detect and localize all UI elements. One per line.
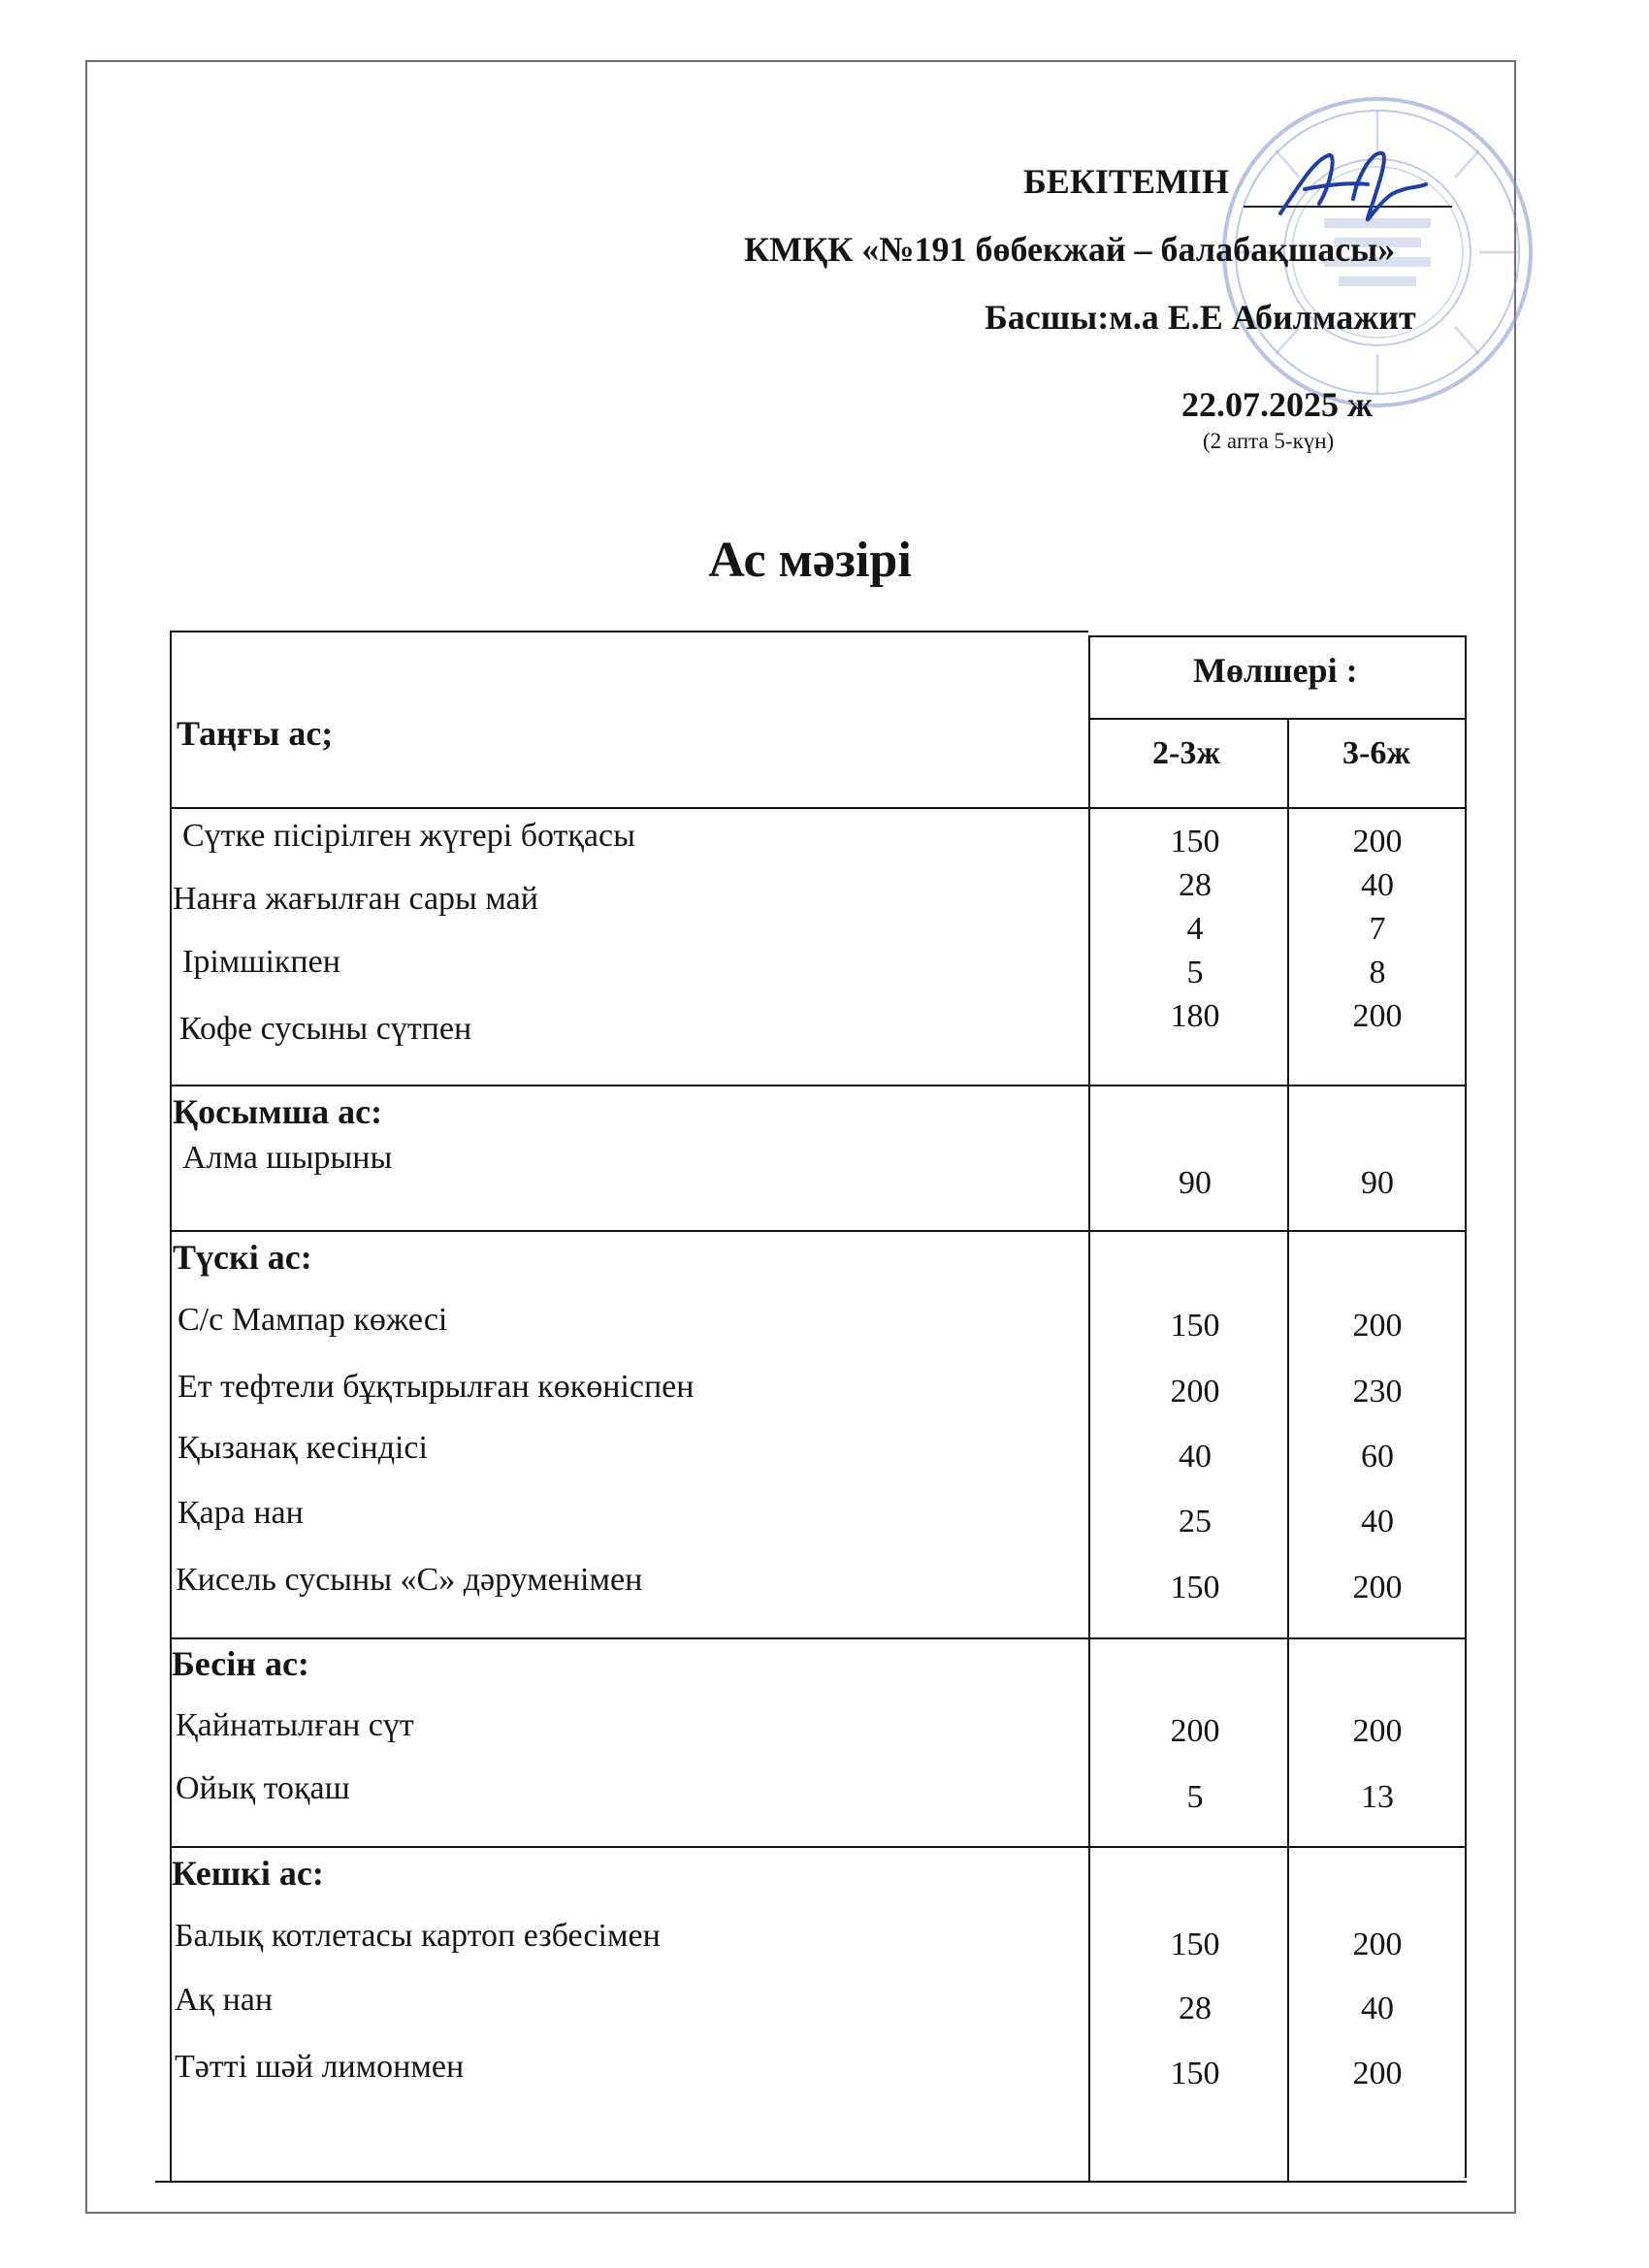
amount-value: 5 <box>1186 1779 1204 1815</box>
approval-title: БЕКІТЕМІН <box>1023 162 1229 201</box>
table-top-right <box>1088 635 1467 637</box>
page-title: Ас мәзірі <box>708 533 912 588</box>
amount-value: 200 <box>1170 1374 1220 1409</box>
list-item: Сүтке пісірілген жүгері ботқасы <box>182 818 635 854</box>
amount-header: Мөлшері : <box>1193 651 1358 690</box>
row-divider <box>170 1085 1467 1086</box>
amount-value: 150 <box>1170 1570 1220 1605</box>
list-item: С/с Мампар көжесі <box>178 1302 448 1338</box>
table-divider-1 <box>1088 635 1090 2183</box>
amount-value: 28 <box>1179 1991 1212 2026</box>
row-divider <box>170 1846 1467 1848</box>
week-day: (2 апта 5-күн) <box>1203 429 1335 453</box>
amount-value: 230 <box>1352 1374 1403 1409</box>
lunch-header: Түскі ас: <box>173 1238 312 1277</box>
table-left-border <box>170 631 172 2183</box>
amount-value: 200 <box>1352 2056 1403 2091</box>
amount-value: 40 <box>1361 1991 1394 2026</box>
col-header-3-6: 3-6ж <box>1342 735 1410 771</box>
list-item: Ойық тоқаш <box>176 1770 350 1806</box>
amount-value: 28 <box>1179 867 1212 903</box>
amount-value: 13 <box>1361 1779 1394 1815</box>
table-divider-2 <box>1287 718 1289 2183</box>
afternoon-header: Бесін ас: <box>172 1644 309 1683</box>
list-item: Ақ нан <box>175 1982 274 2018</box>
amount-value: 40 <box>1179 1439 1212 1474</box>
list-item: Нанға жағылған сары май <box>173 881 538 917</box>
list-item: Кисель сусыны «С» дәруменімен <box>176 1562 643 1598</box>
list-item: Қара нан <box>178 1495 304 1531</box>
amount-value: 7 <box>1369 911 1386 947</box>
amount-value: 150 <box>1170 824 1220 859</box>
row-divider <box>170 1637 1467 1639</box>
amount-value: 150 <box>1170 2056 1220 2091</box>
list-item: Балық котлетасы картоп езбесімен <box>175 1918 661 1954</box>
list-item: Ет тефтели бұқтырылған көкөніспен <box>178 1369 695 1405</box>
amount-value: 25 <box>1179 1504 1212 1539</box>
amount-value: 200 <box>1352 998 1403 1034</box>
amount-value: 5 <box>1186 955 1204 990</box>
list-item: Ірімшікпен <box>182 944 340 980</box>
list-item: Қайнатылған сүт <box>176 1707 414 1743</box>
amount-value: 4 <box>1186 911 1204 947</box>
amount-value: 200 <box>1352 1308 1403 1344</box>
amount-value: 60 <box>1361 1439 1394 1474</box>
table-top-left <box>170 631 1088 632</box>
breakfast-header: Таңғы ас; <box>177 714 334 753</box>
amount-value: 200 <box>1352 1713 1403 1749</box>
snack-header: Қосымша ас: <box>173 1092 383 1131</box>
amount-header-divider <box>1088 718 1467 720</box>
amount-value: 180 <box>1170 998 1220 1034</box>
approval-date: 22.07.2025 ж <box>1181 385 1374 424</box>
amount-value: 150 <box>1170 1927 1220 1962</box>
amount-value: 40 <box>1361 867 1394 903</box>
amount-value: 40 <box>1361 1504 1394 1539</box>
amount-value: 200 <box>1352 824 1403 859</box>
amount-value: 200 <box>1352 1570 1403 1605</box>
amount-value: 90 <box>1361 1165 1394 1201</box>
table-bottom-border <box>155 2181 1467 2183</box>
list-item: Алма шырыны <box>182 1140 393 1176</box>
amount-value: 90 <box>1179 1165 1212 1201</box>
dinner-header: Кешкі ас: <box>172 1854 324 1893</box>
signature-icon <box>1261 146 1436 233</box>
amount-value: 200 <box>1170 1713 1220 1749</box>
list-item: Тәтті шәй лимонмен <box>175 2049 465 2085</box>
amount-value: 8 <box>1369 955 1386 990</box>
amount-value: 200 <box>1352 1927 1403 1962</box>
row-divider <box>170 807 1467 809</box>
row-divider <box>170 1230 1467 1232</box>
head-name: Басшы:м.а Е.Е Абилмажит <box>985 298 1416 337</box>
list-item: Кофе сусыны сүтпен <box>179 1011 472 1047</box>
list-item: Қызанақ кесіндісі <box>178 1430 428 1466</box>
table-right-border <box>1465 635 1467 2178</box>
amount-value: 150 <box>1170 1308 1220 1344</box>
col-header-2-3: 2-3ж <box>1152 735 1220 771</box>
organization-name: КМҚК «№191 бөбекжай – балабақшасы» <box>744 230 1396 269</box>
